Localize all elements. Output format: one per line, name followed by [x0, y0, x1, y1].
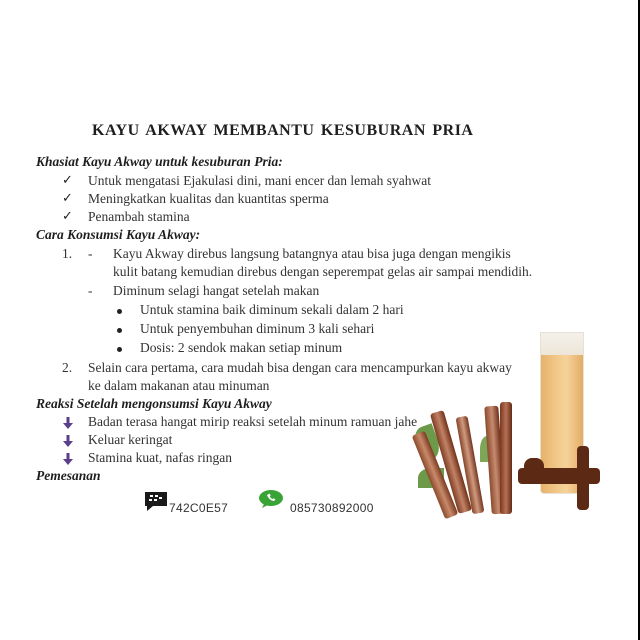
checkmark-icon: ✓ — [62, 209, 73, 224]
khasiat-item: Meningkatkan kualitas dan kuantitas sperma — [88, 191, 329, 206]
pemesanan-heading: Pemesanan — [36, 468, 101, 483]
page-title: KAYU AKWAY MEMBANTU KESUBURAN PRIA — [92, 122, 474, 139]
step-text: Selain cara pertama, cara mudah bisa dengan cara mencampurkan kayu akway — [88, 360, 512, 375]
bbm-icon — [143, 490, 169, 512]
root-piece — [524, 458, 544, 482]
step-text: kulit batang kemudian direbus dengan seperempat gelas air sampai mendidih. — [113, 264, 533, 279]
bullet-icon — [117, 309, 122, 314]
khasiat-item: Untuk mengatasi Ejakulasi dini, mani encer dan lemah syahwat — [88, 173, 432, 188]
bbm-pin: 742C0E57 — [169, 501, 229, 515]
dosage-item: Untuk stamina baik diminum sekali dalam 2 hari — [140, 302, 404, 317]
checkmark-icon: ✓ — [62, 173, 73, 188]
whatsapp-number: 085730892000 — [290, 501, 374, 515]
dosage-item: Dosis: 2 sendok makan setiap minum — [140, 340, 343, 355]
down-arrow-icon — [63, 453, 73, 465]
khasiat-item: Penambah stamina — [88, 209, 190, 224]
step-number: 2. — [62, 360, 73, 375]
step-text: ke dalam makanan atau minuman — [88, 378, 270, 393]
khasiat-heading: Khasiat Kayu Akway untuk kesuburan Pria: — [36, 154, 283, 169]
reaksi-item: Badan terasa hangat mirip reaksi setelah minum ramuan jahe — [88, 414, 418, 429]
dash-marker: - — [88, 246, 93, 261]
whatsapp-icon — [258, 489, 284, 509]
step-number: 1. — [62, 246, 73, 261]
down-arrow-icon — [63, 417, 73, 429]
dash-marker: - — [88, 283, 93, 298]
cara-konsumsi-heading: Cara Konsumsi Kayu Akway: — [36, 227, 201, 242]
dosage-item: Untuk penyembuhan diminum 3 kali sehari — [140, 321, 375, 336]
reaksi-heading: Reaksi Setelah mengonsumsi Kayu Akway — [36, 396, 272, 411]
step-text: Kayu Akway direbus langsung batangnya atau bisa juga dengan mengikis — [113, 246, 511, 261]
reaksi-item: Stamina kuat, nafas ringan — [88, 450, 232, 465]
bullet-icon — [117, 328, 122, 333]
product-image — [414, 318, 604, 518]
wood-stick — [500, 402, 512, 514]
root-piece — [577, 446, 589, 510]
down-arrow-icon — [63, 435, 73, 447]
reaksi-item: Keluar keringat — [88, 432, 173, 447]
checkmark-icon: ✓ — [62, 191, 73, 206]
step-text: Diminum selagi hangat setelah makan — [113, 283, 320, 298]
bullet-icon — [117, 347, 122, 352]
